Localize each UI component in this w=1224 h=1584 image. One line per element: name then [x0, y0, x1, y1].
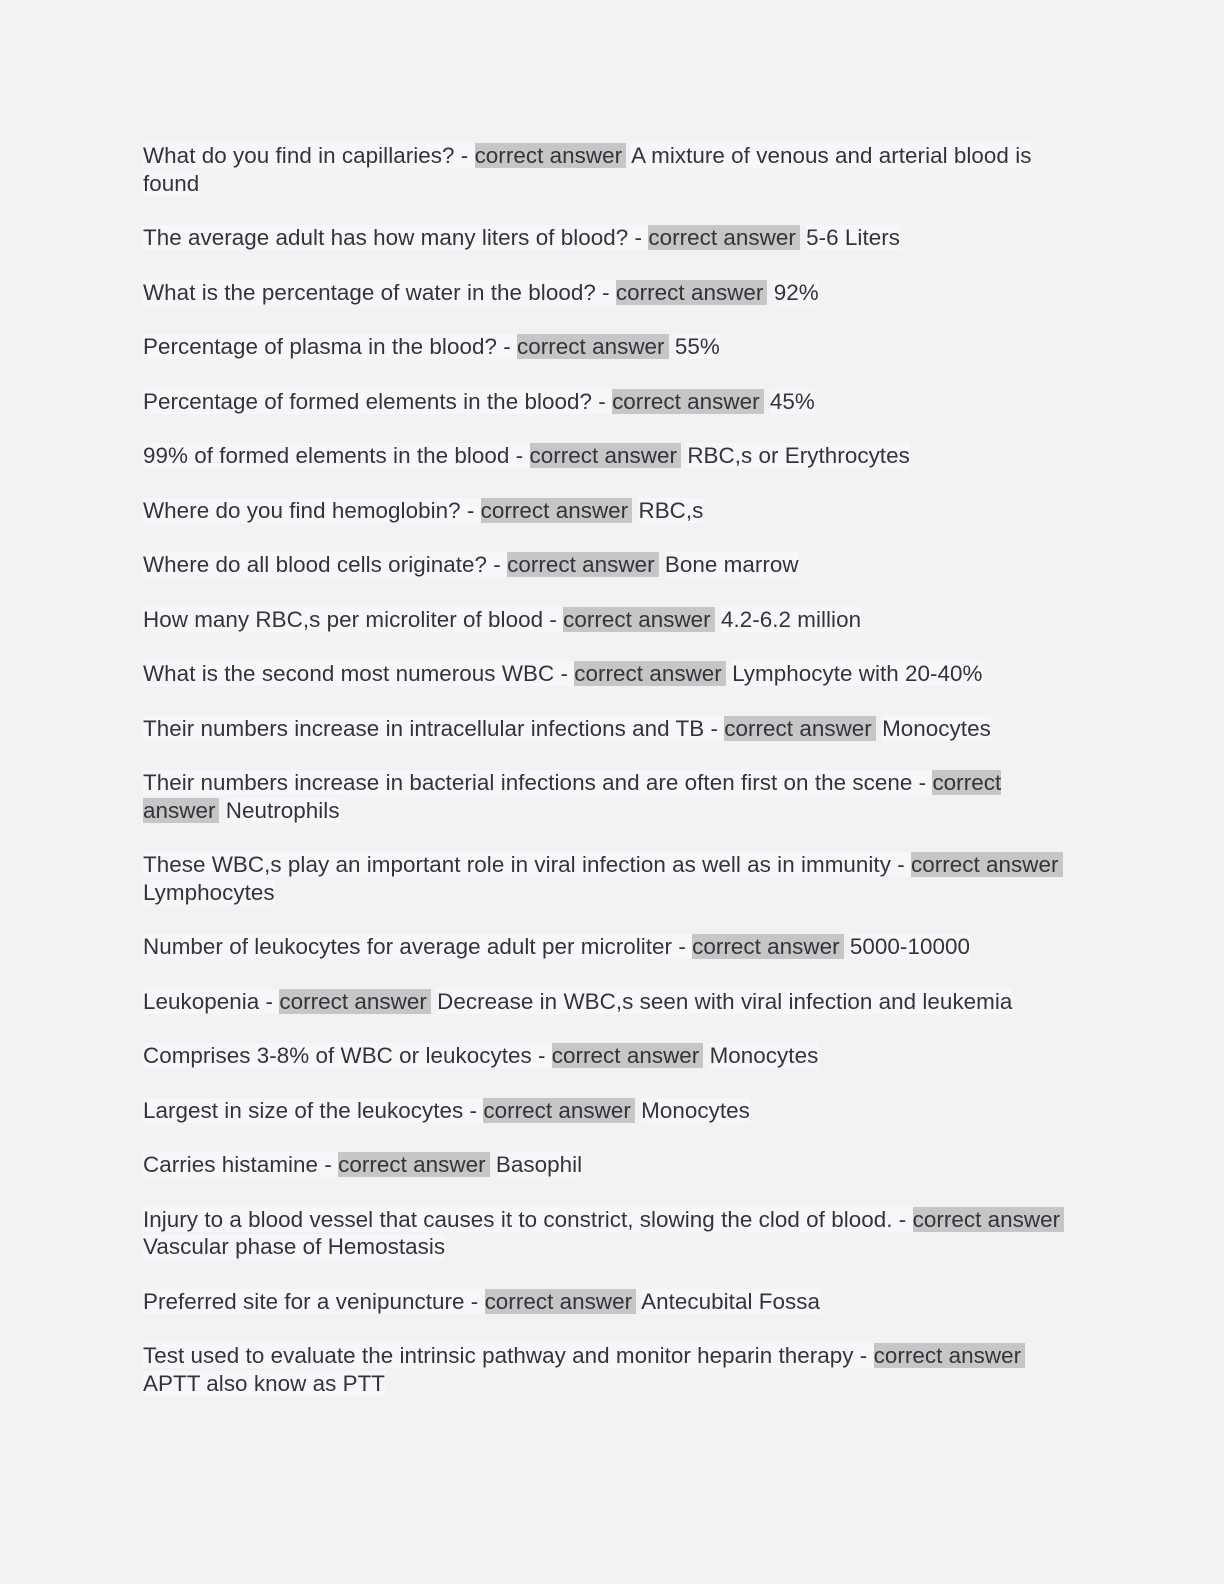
question-text: Leukopenia -	[143, 988, 280, 1014]
answer-label: correct answer	[481, 498, 633, 523]
answer-label: correct answer	[563, 607, 715, 632]
answer-label: correct answer	[475, 143, 627, 168]
answer-text: Antecubital Fossa	[641, 1288, 820, 1314]
qa-item	[143, 660, 1073, 688]
answer-label: correct answer	[517, 334, 669, 359]
qa-item	[143, 1042, 1073, 1070]
answer-label: correct answer	[552, 1043, 704, 1068]
answer-label: correct answer	[574, 661, 726, 686]
answer-text: 45%	[769, 388, 815, 414]
question-text: How many RBC,s per microliter of blood -	[143, 606, 564, 632]
question-text: These WBC,s play an important role in viral infection as well as in immunity -	[143, 852, 911, 877]
question-text: Percentage of plasma in the blood? -	[143, 334, 518, 359]
answer-label: correct answer	[530, 443, 682, 468]
qa-item	[143, 497, 1073, 525]
answer-text: RBC,s	[638, 497, 704, 523]
question-text: Comprises 3-8% of WBC or leukocytes -	[143, 1043, 552, 1068]
answer-text: Monocytes	[882, 715, 991, 741]
qa-item	[143, 606, 1073, 634]
answer-label: correct answer	[874, 1343, 1026, 1368]
qa-item	[143, 1097, 1073, 1125]
answer-text: Vascular phase of Hemostasis	[143, 1234, 446, 1259]
answer-label: correct answer	[279, 989, 431, 1014]
qa-item	[143, 1342, 1073, 1397]
answer-text: Monocytes	[709, 1043, 819, 1068]
answer-text: Neutrophils	[225, 797, 340, 823]
answer-label: correct answer	[692, 934, 844, 959]
qa-item	[143, 388, 1073, 416]
answer-text: Bone marrow	[664, 552, 799, 577]
question-text: What is the second most numerous WBC -	[143, 661, 575, 686]
qa-item	[143, 333, 1073, 361]
answer-label: correct answer	[913, 1207, 1065, 1232]
answer-label: correct answer	[724, 716, 876, 741]
answer-label: correct answer	[483, 1098, 635, 1123]
qa-item	[143, 1206, 1073, 1261]
question-text: Where do you find hemoglobin? -	[143, 497, 481, 523]
qa-item	[143, 1151, 1073, 1179]
answer-text: RBC,s or Erythrocytes	[687, 443, 910, 468]
question-text: Largest in size of the leukocytes -	[143, 1097, 484, 1123]
question-text: 99% of formed elements in the blood -	[143, 443, 530, 468]
answer-text: Basophil	[495, 1152, 583, 1177]
answer-text: 55%	[674, 334, 720, 359]
answer-text: 5-6 Liters	[806, 225, 900, 250]
question-text: What is the percentage of water in the blood? -	[143, 279, 616, 305]
answer-text: 92%	[773, 279, 819, 305]
question-text: Where do all blood cells originate? -	[143, 552, 508, 577]
answer-text: Decrease in WBC,s seen with viral infection and leukemia	[437, 988, 1013, 1014]
answer-label: correct answer	[485, 1289, 637, 1314]
answer-label: correct answer	[507, 552, 659, 577]
answer-label: correct answer	[616, 280, 768, 305]
answer-label: correct answer	[648, 225, 800, 250]
question-text: Carries histamine -	[143, 1152, 339, 1177]
question-text: Injury to a blood vessel that causes it to constrict, slowing the clod of blood. -	[143, 1206, 913, 1232]
qa-item	[143, 769, 1073, 824]
question-text: Number of leukocytes for average adult per microliter -	[143, 934, 693, 959]
qa-item	[143, 551, 1073, 579]
question-text: Test used to evaluate the intrinsic pathway and monitor heparin therapy -	[143, 1343, 874, 1368]
answer-label: correct answer	[612, 389, 764, 414]
answer-text: 5000-10000	[849, 934, 970, 959]
qa-item	[143, 1288, 1073, 1316]
qa-item	[143, 851, 1073, 906]
answer-text: Lymphocytes	[143, 879, 275, 905]
question-text: Preferred site for a venipuncture -	[143, 1288, 485, 1314]
qa-item	[143, 442, 1073, 470]
answer-text: Lymphocyte with 20-40%	[732, 661, 983, 686]
answer-text: 4.2-6.2 million	[720, 606, 862, 632]
answer-label: correct answer	[911, 852, 1063, 877]
question-text: Their numbers increase in intracellular infections and TB -	[143, 715, 725, 741]
question-text: The average adult has how many liters of blood? -	[143, 225, 649, 250]
question-text: Their numbers increase in bacterial infections and are often first on the scene -	[143, 770, 933, 795]
question-text: Percentage of formed elements in the blood? -	[143, 388, 613, 414]
answer-text: APTT also know as PTT	[143, 1370, 386, 1396]
answer-label: correct answer	[143, 770, 1002, 823]
qa-item	[143, 933, 1073, 961]
qa-item	[143, 988, 1073, 1016]
qa-item	[143, 715, 1073, 743]
qa-item	[143, 224, 1073, 252]
answer-text: Monocytes	[641, 1097, 750, 1123]
document-page	[143, 142, 1073, 1424]
answer-text: A mixture of venous and arterial blood is found	[143, 143, 1032, 196]
question-text: What do you find in capillaries? -	[143, 143, 475, 168]
qa-item	[143, 142, 1073, 197]
qa-item	[143, 279, 1073, 307]
answer-label: correct answer	[338, 1152, 490, 1177]
